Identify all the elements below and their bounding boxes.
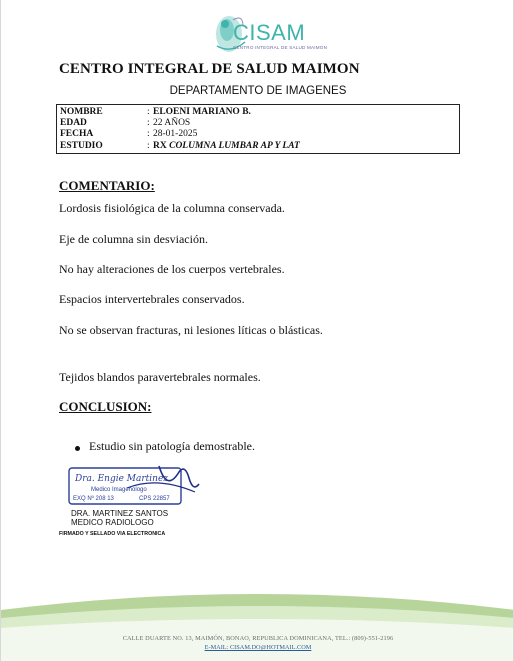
comment-line: No se observan fracturas, ni lesiones líticas o blásticas. <box>59 323 323 337</box>
conclusion-title: CONCLUSION: <box>59 399 152 414</box>
comment-line: Eje de columna sin desviación. <box>59 232 208 246</box>
signed-note: FIRMADO Y SELLADO VIA ELECTRONICA <box>59 531 166 537</box>
department-title: DEPARTAMENTO DE IMAGENES <box>169 85 347 97</box>
patient-name: ELOENI MARIANO B. <box>153 107 251 118</box>
conclusion-item: Estudio sin patología demostrable. <box>89 439 255 453</box>
doctor-name: DRA. MARTINEZ SANTOS <box>71 509 169 518</box>
svg-text:EXQ Nº 208 13: EXQ Nº 208 13 <box>73 496 114 502</box>
patient-row-name: NOMBRE : ELOENI MARIANO B. <box>60 107 251 118</box>
logo-text: CISAM <box>233 20 306 45</box>
comment-line: No hay alteraciones de los cuerpos vertebrales. <box>59 262 285 276</box>
svg-text:CPS 22857: CPS 22857 <box>139 496 170 502</box>
bullet-icon <box>75 446 80 451</box>
comment-line: Lordosis fisiológica de la columna conservada. <box>59 201 285 215</box>
footer-email[interactable]: E-MAIL: CISAM.DO@HOTMAIL.COM <box>204 644 312 651</box>
footer-address: CALLE DUARTE NO. 13, MAIMÓN, BONAO, REPUBLICA DOMINICANA, TEL.: (809)-551-2196 <box>122 635 394 642</box>
comment-line: Espacios intervertebrales conservados. <box>59 292 245 306</box>
clinic-title: CENTRO INTEGRAL DE SALUD MAIMON <box>59 61 360 77</box>
svg-text:Dra. Engie Martinez: Dra. Engie Martinez <box>75 474 169 484</box>
study-date: 28-01-2025 <box>153 129 198 140</box>
patient-row-age: EDAD : 22 AÑOS <box>60 118 191 129</box>
patient-row-date: FECHA : 28-01-2025 <box>60 129 198 140</box>
field-label: ESTUDIO <box>60 140 103 151</box>
logo-subtitle: CENTRO INTEGRAL DE SALUD MAIMON <box>233 45 328 50</box>
field-label: EDAD <box>60 118 87 129</box>
patient-info-box <box>56 104 460 154</box>
doctor-title: MEDICO RADIOLOGO <box>71 518 154 527</box>
comment-title: COMENTARIO: <box>59 178 155 193</box>
signature-stamp-icon <box>67 462 203 506</box>
study-name: RX COLUMNA LUMBAR AP Y LAT <box>153 140 300 151</box>
svg-text:Medico Imagenologo: Medico Imagenologo <box>91 487 147 493</box>
field-label: FECHA <box>60 129 94 140</box>
patient-age: 22 AÑOS <box>153 118 191 129</box>
comment-line: Tejidos blandos paravertebrales normales. <box>59 370 261 384</box>
patient-row-study: ESTUDIO : RX COLUMNA LUMBAR AP Y LAT <box>60 140 300 151</box>
field-label: NOMBRE <box>60 107 103 118</box>
